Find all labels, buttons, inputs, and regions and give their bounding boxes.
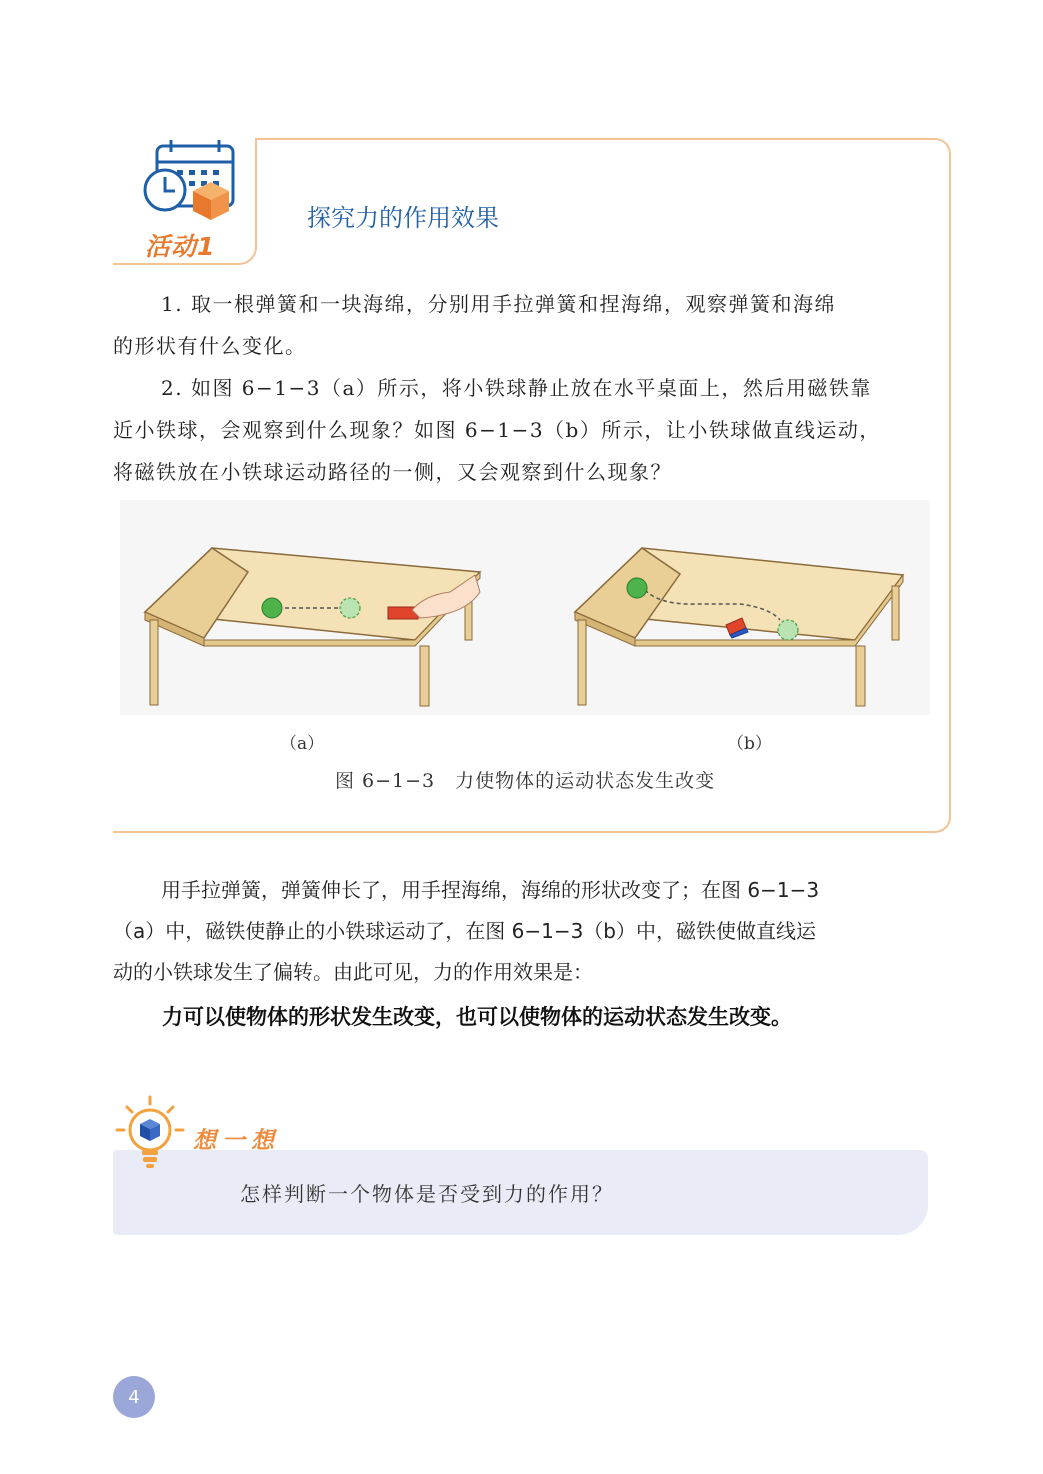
body-line3: 动的小铁球发生了偏转。由此可见，力的作用效果是：	[113, 960, 593, 984]
figure-label-a: （a）	[280, 734, 325, 754]
step2-line3: 将磁铁放在小铁球运动路径的一侧，又会观察到什么现象？	[113, 460, 672, 484]
activity-title: 探究力的作用效果	[307, 204, 499, 232]
calendar-clock-icon	[137, 140, 247, 225]
activity-badge-label: 活动1	[145, 232, 216, 261]
think-question: 怎样判断一个物体是否受到力的作用？	[240, 1182, 614, 1206]
figure-label-b: （b）	[727, 734, 772, 754]
step1-line2: 的形状有什么变化。	[113, 334, 307, 358]
step2-line1: 2. 如图 6−1−3（a）所示，将小铁球静止放在水平桌面上，然后用磁铁靠	[161, 376, 872, 400]
activity-step2	[113, 367, 928, 493]
activity-badge	[113, 138, 257, 265]
conclusion: 力可以使物体的形状发生改变，也可以使物体的运动状态发生改变。	[162, 1005, 792, 1029]
figure-illustration	[120, 500, 930, 715]
body-paragraph	[113, 870, 933, 993]
step1-line1: 1. 取一根弹簧和一块海绵，分别用手拉弹簧和捏海绵，观察弹簧和海绵	[161, 292, 836, 316]
step2-line2: 近小铁球，会观察到什么现象？如图 6−1−3（b）所示，让小铁球做直线运动，	[113, 418, 881, 442]
tables-illustration	[120, 500, 930, 715]
figure-caption: 图 6−1−3 力使物体的运动状态发生改变	[335, 770, 716, 792]
body-line1: 用手拉弹簧，弹簧伸长了，用手捏海绵，海绵的形状改变了；在图 6−1−3	[161, 878, 820, 902]
lightbulb-icon	[113, 1095, 188, 1170]
table-a	[145, 548, 480, 706]
think-title: 想一想	[193, 1128, 280, 1154]
activity-step1	[113, 283, 928, 367]
body-line2: （a）中，磁铁使静止的小铁球运动了，在图 6−1−3（b）中，磁铁使做直线运	[113, 919, 816, 943]
page-number: 4	[113, 1376, 155, 1418]
table-b	[575, 548, 903, 706]
